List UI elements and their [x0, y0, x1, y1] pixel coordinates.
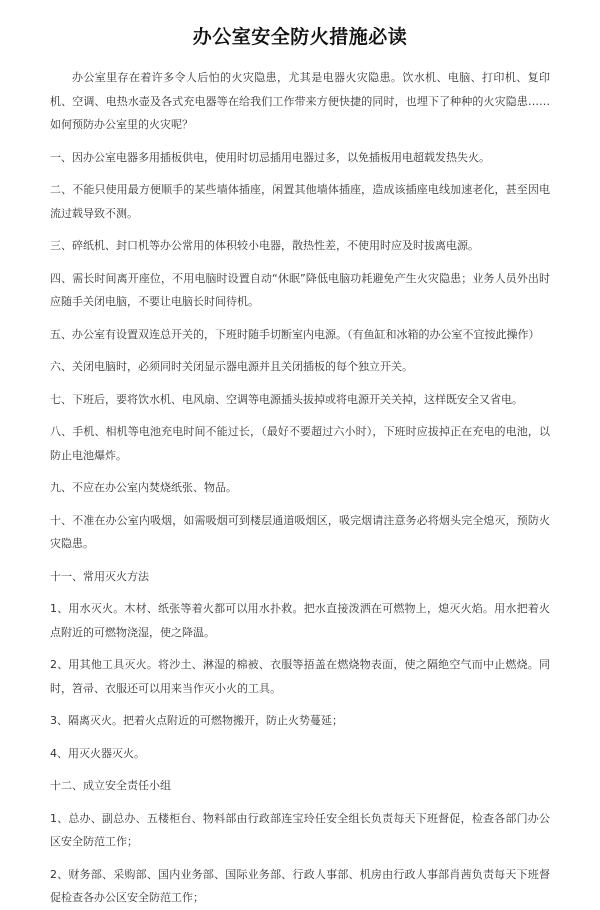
- paragraph: 七、下班后，要将饮水机、电风扇、空调等电源插头拔掉或将电源开关关掉，这样既安全又省电。: [50, 392, 523, 406]
- paragraph: 3、隔离灭火。把着火点附近的可燃物搬开，防止火势蔓延；: [50, 714, 343, 727]
- paragraph: 三、碎纸机、封口机等办公常用的体积较小电器，散热性差，不使用时应及时拔离电源。: [50, 239, 479, 252]
- intro-paragraph: 办公室里存在着许多令人后怕的火灾隐患，尤其是电器火灾隐患。饮水机、电脑、打印机、复印机、空调、电热水壶及各式充电器等在给我们工作带来方便快捷的同时，也埋下了种种的火灾隐患……如何预防办公室里的火灾呢？: [50, 71, 550, 131]
- paragraph: 2、用其他工具灭火。将沙土、淋湿的棉被、衣服等捂盖在燃烧物表面，使之隔绝空气而中止燃烧。同时，笤帚、衣服还可以用来当作灭小火的工具。: [50, 658, 550, 695]
- paragraph: 二、不能只使用最方便顺手的某些墙体插座，闲置其他墙体插座，造成该插座电线加速老化，甚至因电流过载导致不测。: [50, 183, 550, 220]
- paragraph: 五、办公室有设置双连总开关的，下班时随手切断室内电源。（有鱼缸和冰箱的办公室不宜按此操作）: [50, 327, 540, 341]
- page-title: 办公室安全防火措施必读: [192, 26, 408, 48]
- paragraph: 4、用灭火器灭火。: [50, 746, 145, 760]
- paragraph: 1、总办、副总办、五楼柜台、物料部由行政部连宝玲任安全组长负责每天下班督促，检查各部门办公区安全防范工作；: [50, 811, 550, 848]
- paragraph: 四、需长时间离开座位，不用电脑时设置自动“休眠”降低电脑功耗避免产生火灾隐患；业务人员外出时应随手关闭电脑，不要让电脑长时间待机。: [50, 271, 550, 308]
- paragraph: 2、财务部、采购部、国内业务部、国际业务部、行政人事部、机房由行政人事部肖茜负责每天下班督促检查各办公区安全防范工作；: [50, 867, 550, 904]
- paragraph: 十、不准在办公室内吸烟，如需吸烟可到楼层通道吸烟区，吸完烟请注意务必将烟头完全熄灭，预防火灾隐患。: [50, 513, 550, 550]
- document-body: [50, 66, 550, 910]
- section-heading: 十二、成立安全责任小组: [50, 779, 171, 792]
- paragraph: 八、手机、相机等电池充电时间不能过长，（最好不要超过六小时），下班时应拔掉正在充电的电池，以防止电池爆炸。: [50, 425, 550, 462]
- section-heading: 十一、常用灭火方法: [50, 569, 149, 583]
- paragraph: 1、用水灭火。木材、纸张等着火都可以用水扑救。把水直接泼洒在可燃物上，熄灭火焰。用水把着火点附近的可燃物浇湿，使之降温。: [50, 602, 550, 639]
- paragraph: 九、不应在办公室内焚烧纸张、物品。: [50, 481, 237, 494]
- paragraph: 一、因办公室电器多用插板供电，使用时切忌插用电器过多，以免插板用电超载发热失火。: [50, 150, 490, 164]
- paragraph: 六、关闭电脑时，必须同时关闭显示器电源并且关闭插板的每个独立开关。: [50, 360, 413, 373]
